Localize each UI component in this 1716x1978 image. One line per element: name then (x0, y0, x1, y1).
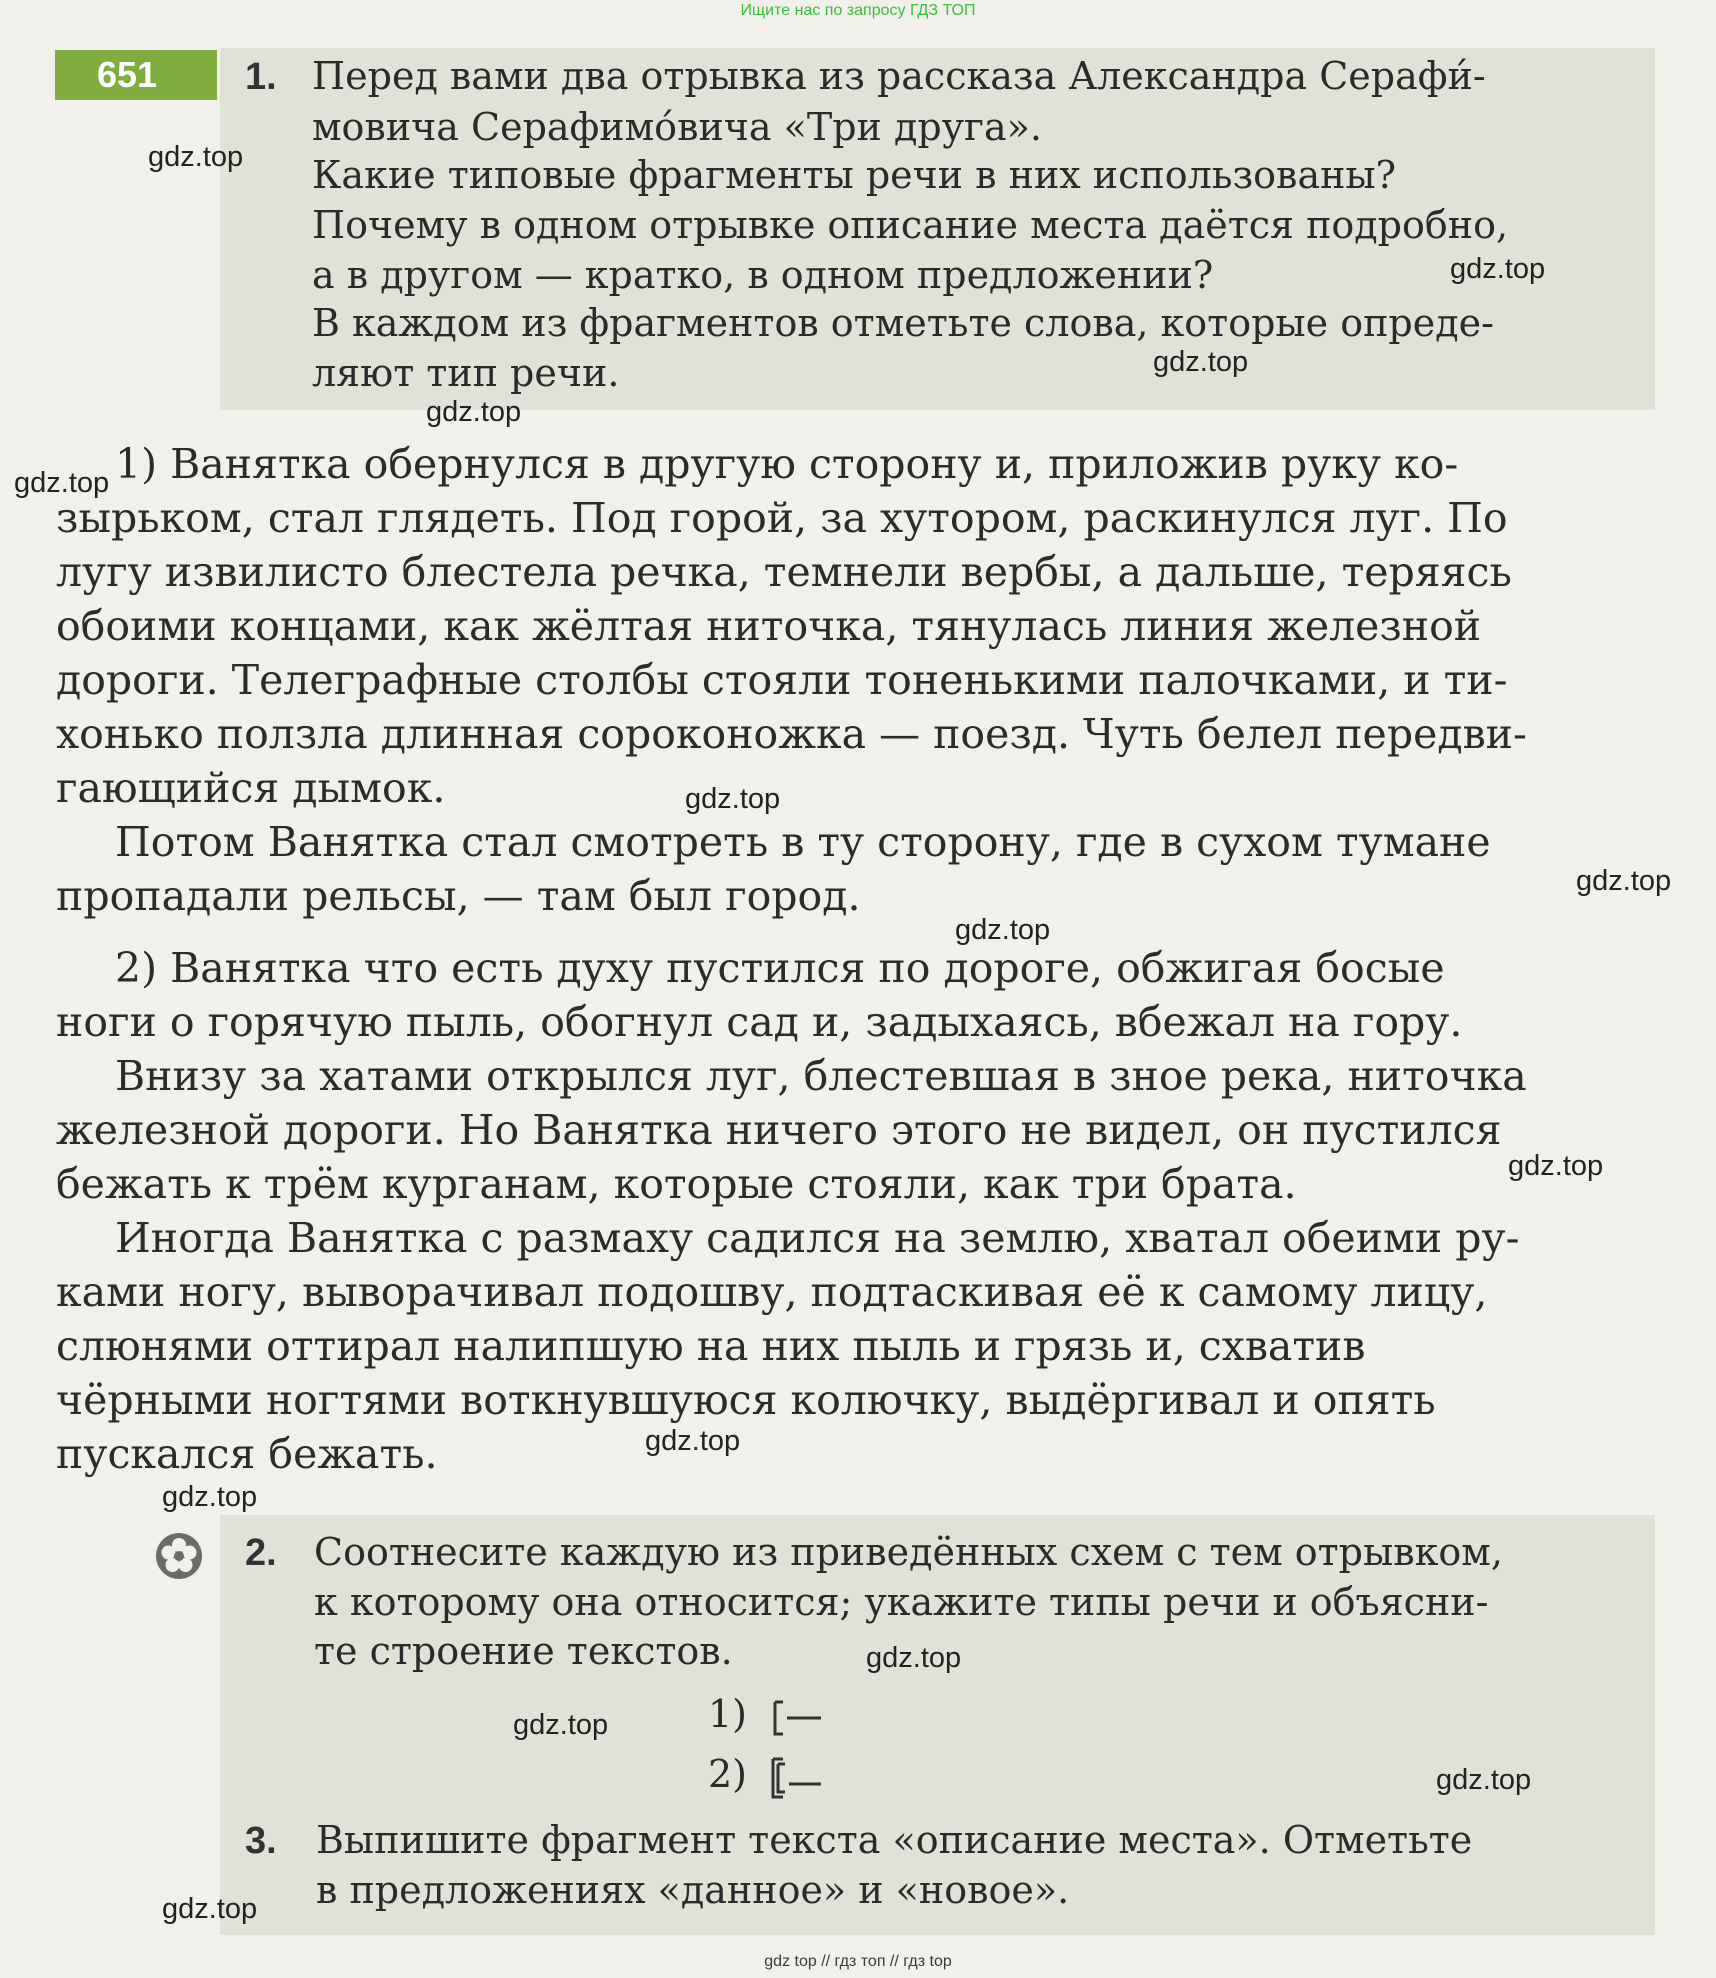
watermark: gdz.top (955, 914, 1051, 946)
question-1-line: Какие типовые фрагменты речи в них использованы? (312, 153, 1397, 197)
question-3-line: Выпишите фрагмент текста «описание места». Отметьте (316, 1818, 1473, 1862)
watermark: gdz.top (162, 1893, 258, 1925)
question-3-number: 3. (245, 1820, 277, 1862)
text-line: железной дороги. Но Ванятка ничего этого не видел, он пустился (56, 1106, 1502, 1154)
watermark: gdz.top (1576, 865, 1672, 897)
watermark: gdz.top (1153, 346, 1249, 378)
watermark: gdz.top (426, 396, 522, 428)
question-3-line: в предложениях «данное» и «новое». (316, 1868, 1070, 1912)
watermark: gdz.top (14, 467, 110, 499)
text-line: Иногда Ванятка с размаху садился на землю, хватал обеими ру- (115, 1214, 1520, 1262)
scheme-1 (708, 1690, 829, 1738)
watermark: gdz.top (645, 1425, 741, 1457)
text-line: гающийся дымок. (56, 764, 446, 812)
watermark: gdz.top (1436, 1764, 1532, 1796)
question-2-line: те строение текстов. (314, 1629, 733, 1673)
question-1-line: ляют тип речи. (312, 351, 620, 395)
scheme-1-bracket-icon (769, 1698, 829, 1738)
text-line: ноги о горячую пыль, обогнул сад и, задыхаясь, вбежал на гору. (56, 998, 1463, 1046)
text-line: обоими концами, как жёлтая ниточка, тянулась линия железной (56, 602, 1482, 650)
question-1-number: 1. (245, 56, 277, 98)
task-number: 651 (55, 50, 217, 100)
scheme-1-label: 1) (708, 1692, 748, 1736)
question-1-line: Перед вами два отрывка из рассказа Александра Серафи́- (312, 54, 1486, 98)
watermark: gdz.top (1508, 1150, 1604, 1182)
text-line: ками ногу, выворачивал подошву, подтаскивая её к самому лицу, (56, 1268, 1488, 1316)
watermark: gdz.top (685, 783, 781, 815)
flower-icon (155, 1532, 203, 1580)
text-line: Внизу за хатами открылся луг, блестевшая в зное река, ниточка (115, 1052, 1527, 1100)
question-2-line: Соотнесите каждую из приведённых схем с тем отрывком, (314, 1530, 1503, 1574)
text-line: лугу извилисто блестела речка, темнели вербы, а дальше, теряясь (56, 548, 1512, 596)
scheme-2 (708, 1750, 829, 1800)
text-line: бежать к трём курганам, которые стояли, как три брата. (56, 1160, 1297, 1208)
text-line: слюнями оттирал налипшую на них пыль и грязь и, схватив (56, 1322, 1366, 1370)
question-1-line: мовича Серафимо́вича «Три друга». (312, 105, 1042, 149)
watermark: gdz.top (513, 1709, 609, 1741)
bottom-banner: gdz top // гдз топ // гдз top (764, 1953, 952, 1970)
text-line: пускался бежать. (56, 1430, 438, 1478)
text-line: хонько ползла длинная сороконожка — поезд. Чуть белел передви- (56, 710, 1527, 758)
text-line: 2) Ванятка что есть духу пустился по дороге, обжигая босые (115, 944, 1445, 992)
scheme-2-bracket-icon (769, 1756, 829, 1800)
text-line: дороги. Телеграфные столбы стояли тоненькими палочками, и ти- (56, 656, 1508, 704)
question-1-line: а в другом — кратко, в одном предложении? (312, 253, 1214, 297)
question-1-line: Почему в одном отрывке описание места даётся подробно, (312, 203, 1509, 247)
watermark: gdz.top (1450, 253, 1546, 285)
watermark: gdz.top (162, 1481, 258, 1513)
watermark: gdz.top (866, 1642, 962, 1674)
text-line: чёрными ногтями воткнувшуюся колючку, выдёргивал и опять (56, 1376, 1436, 1424)
text-line: Потом Ванятка стал смотреть в ту сторону, где в сухом тумане (115, 818, 1491, 866)
text-line: пропадали рельсы, — там был город. (56, 872, 861, 920)
text-line: зырьком, стал глядеть. Под горой, за хутором, раскинулся луг. По (56, 494, 1508, 542)
watermark: gdz.top (148, 141, 244, 173)
top-banner: Ищите нас по запросу ГДЗ ТОП (740, 2, 976, 19)
question-2-number: 2. (245, 1532, 277, 1574)
question-2-line: к которому она относится; укажите типы речи и объясни- (314, 1580, 1489, 1624)
question-1-line: В каждом из фрагментов отметьте слова, которые опреде- (312, 301, 1494, 345)
text-line: 1) Ванятка обернулся в другую сторону и, приложив руку ко- (115, 440, 1459, 488)
scheme-2-label: 2) (708, 1752, 748, 1796)
